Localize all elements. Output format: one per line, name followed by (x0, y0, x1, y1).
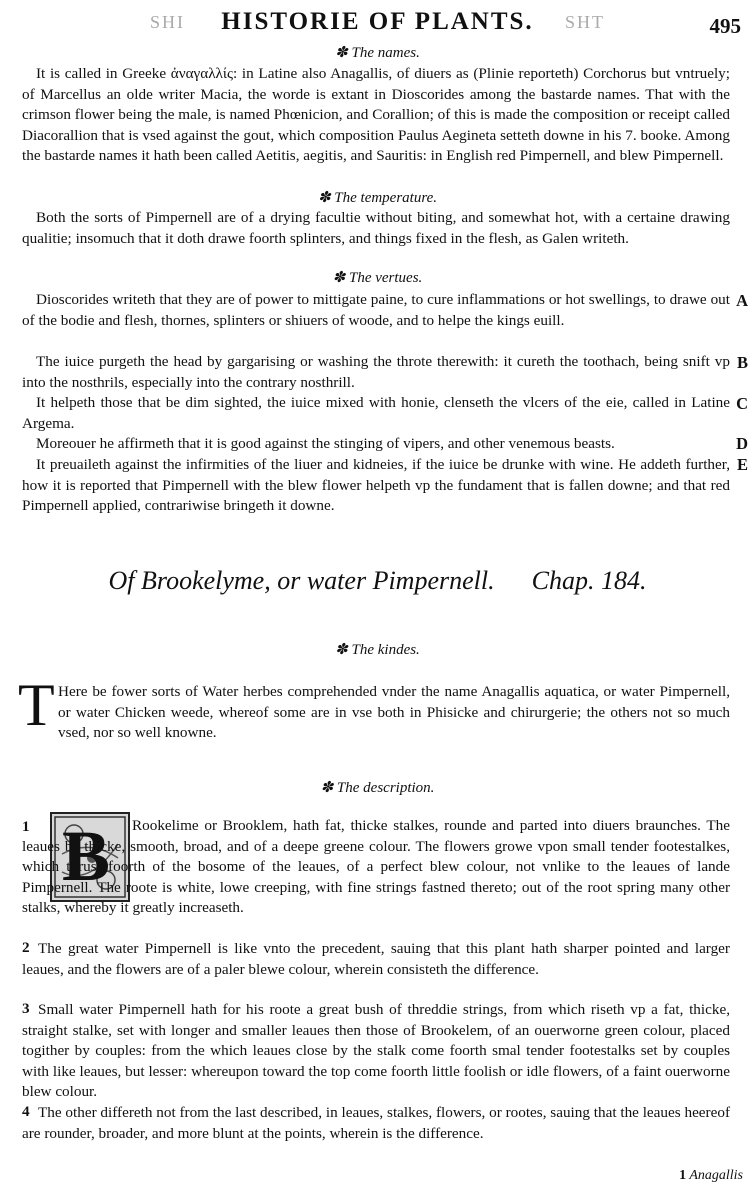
chapter-number: Chap. 184. (531, 566, 647, 595)
bleed-through-text-left: SHI (150, 12, 186, 32)
names-heading: ✽ The names. (335, 45, 420, 61)
kindes-paragraph: Here be fower sorts of Water herbes comprehended vnder the name Anagallis aquatica, or water Pimpernell, or water Chicken weede, whereof some are in vse both in Phisicke and chirurgerie; the others not so much vsed, nor so well knowne. (58, 683, 730, 741)
bleed-through-text-right: SHT (565, 12, 606, 32)
description-paragraph-3: Small water Pimpernell hath for his roote a great bush of threddie strings, from which riseth vp a fat, thicke, straight stalke, set with longer and smaller leaues then those of Brookelem, of an ouerworne green colour, placed togither by couples: from the which leaues close by the stalk come foorth smal tender footestalks set by couples with like leaues, but lesser: whereupon toward the top come foorth little foolish or idle flowers, of a faint ouerworne blew colour. (22, 1001, 730, 1100)
catchword (679, 1168, 743, 1184)
description-paragraph-4: The other differeth not from the last described, in leaues, stalkes, flowers, or rootes, sauing that the leaues heereof are rounder, broader, and more blunt at the points, wherein is the difference. (22, 1104, 730, 1142)
margin-marker-d: D (736, 434, 748, 453)
vertue-e-text: It preuaileth against the infirmities of the liuer and kidneies, if the iuice be drunke with wine. He addeth further, how it is reported that Pimpernell with the blew flower helpeth vp the fundament that is fallen downe; and that red Pimpernell applied, contrariwise bringeth it downe. (22, 456, 730, 514)
chapter-heading (0, 566, 755, 596)
catchword-number: 1 (679, 1168, 687, 1183)
description-number-4: 4 (22, 1103, 30, 1120)
drop-capital-t: T (18, 672, 55, 738)
description-number-3: 3 (22, 1000, 30, 1017)
margin-marker-b: B (736, 353, 748, 372)
vertue-b-text: The iuice purgeth the head by gargarising or washing the throte therewith: it cureth the toothach, being snift vp into the nosthrils, especially into the contrary nosthrill. (22, 353, 730, 391)
temperature-heading: ✽ The temperature. (317, 190, 438, 206)
vertues-heading: ✽ The vertues. (332, 270, 423, 286)
margin-marker-c: C (736, 394, 748, 413)
vertue-c-text: It helpeth those that be dim sighted, the iuice mixed with honie, clenseth the vlcers of the eie, called in Latine Argema. (22, 394, 730, 432)
running-header: HISTORIE OF PLANTS. (221, 8, 534, 35)
description-paragraph-2: The great water Pimpernell is like vnto the precedent, sauing that this plant hath sharper pointed and larger leaues, and the flowers are of a paler blewe colour, wherein consisteth the difference. (22, 940, 730, 978)
vertue-a-text: Dioscorides writeth that they are of power to mittigate paine, to cure inflammations or hot swellings, to drawe out of the bodie and flesh, thornes, splinters or shiuers of woode, and to helpe the kings euill. (22, 291, 730, 329)
vertue-d-text: Moreouer he affirmeth that it is good against the stinging of vipers, and other venemous beasts. (36, 435, 615, 452)
margin-marker-e: E (736, 455, 748, 474)
chapter-title: Of Brookelyme, or water Pimpernell. (108, 566, 495, 595)
page-number: 495 (709, 14, 741, 38)
description-number-2: 2 (22, 939, 30, 956)
initial-letter: B (62, 816, 111, 896)
margin-marker-a: A (736, 291, 748, 310)
description-heading: ✽ The description. (320, 780, 435, 796)
kindes-heading: ✽ The kindes. (335, 642, 420, 658)
catchword-text: Anagallis (689, 1168, 743, 1183)
temperature-paragraph: Both the sorts of Pimpernell are of a drying facultie without biting, and somewhat hot, with a certaine drawing qualitie; insomuch that it doth drawe foorth splinters, and things fixed in the flesh, as Galen writeth. (22, 209, 730, 247)
description-paragraph-1: Rookelime or Brooklem, hath fat, thicke stalkes, rounde and parted into diuers braunches. The leaues be thicke, smooth, broad, and of a deepe greene colour. The flowers growe vpon small tender footestalkes, which thrust foorth of the bosome of the leaues, of a perfect blew colour, not vnlike to the leaues of lande Pimpernell. The roote is white, lowe creeping, with fine strings fastned thereto; out of the root spring many other stalks, whereby it greatly increaseth. (22, 817, 730, 916)
description-number-1: 1 (22, 818, 30, 835)
names-paragraph: It is called in Greeke ἀναγαλλίς: in Latine also Anagallis, of diuers as (Plinie reporteth) Corchorus but vntruely; of Marcellus an olde writer Macia, the worde is extant in Dioscorides among the bastarde names. That with the crimson flower being the male, is named Phœnicion, and Corallion; of this is made the composition or receipt called Diacorallion that is vsed against the gout, which composition Paulus Aegineta setteth downe in his 7. booke. Among the bastarde names it hath been called Aetitis, aegitis, and Sauritis: in English red Pimpernell, and blew Pimpernell. (22, 65, 730, 164)
